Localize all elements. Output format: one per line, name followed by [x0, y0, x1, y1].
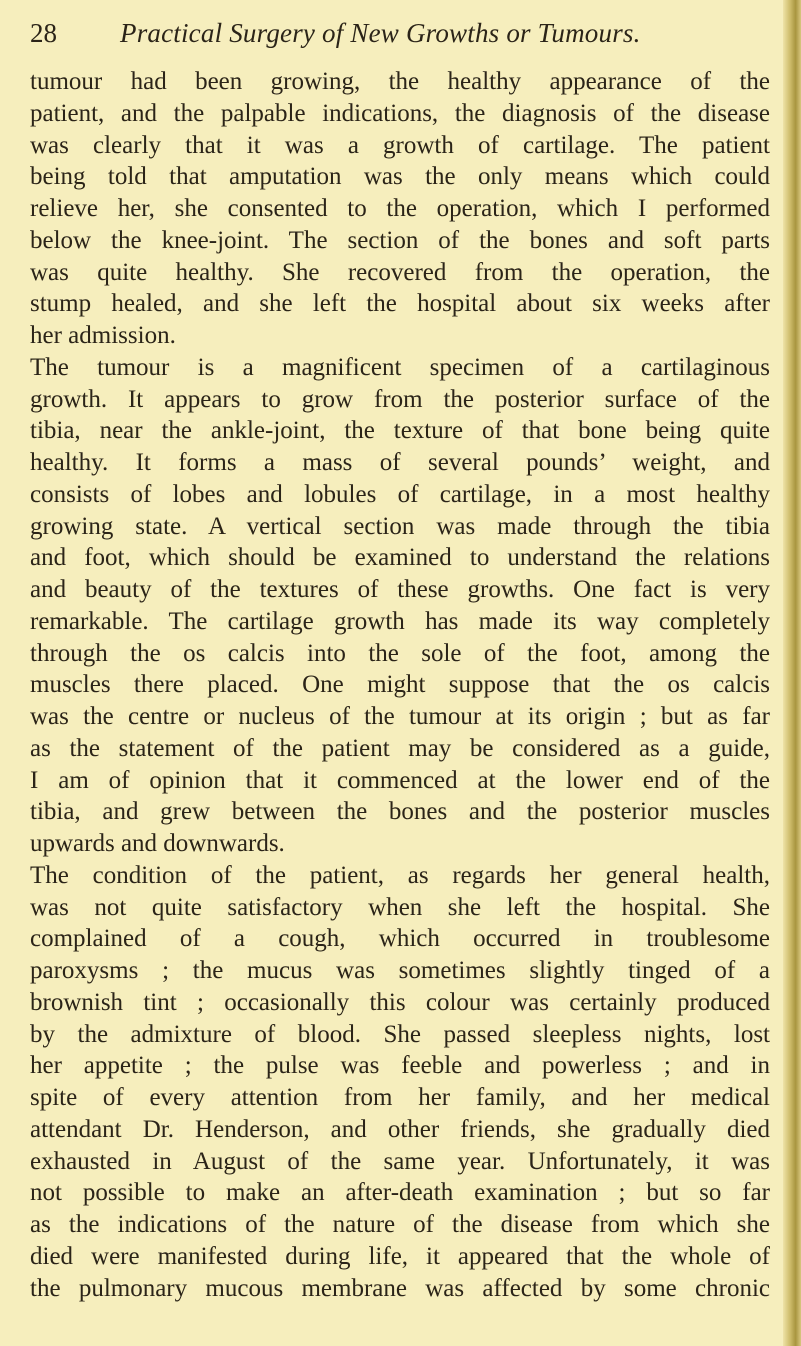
- text-line: as the indications of the nature of the disease from which she: [30, 1211, 770, 1238]
- text-line: remarkable. The cartilage growth has made its way completely: [30, 607, 770, 635]
- text-line: was quite healthy. She recovered from the operation, the: [30, 258, 770, 286]
- text-line: as the statement of the patient may be considered as a guide,: [30, 734, 770, 762]
- text-line: and beauty of the textures of these growths. One fact is very: [30, 576, 770, 603]
- text-line: consists of lobes and lobules of cartilage, in a most healthy: [30, 480, 770, 508]
- text-line: the pulmonary mucous membrane was affected by some chronic: [30, 1274, 770, 1302]
- running-title: Practical Surgery of New Growths or Tumours.: [120, 18, 641, 48]
- text-line: relieve her, she consented to the operation, which I performed: [30, 195, 770, 222]
- text-line: brownish tint ; occasionally this colour was certainly produced: [30, 988, 770, 1016]
- text-line: was clearly that it was a growth of cartilage. The patient: [30, 131, 770, 159]
- text-line: tibia, near the ankle-joint, the texture of that bone being quite: [30, 417, 770, 445]
- page-number: 28: [30, 18, 57, 48]
- text-line: muscles there placed. One might suppose that the os calcis: [30, 671, 770, 699]
- text-line: was the centre or nucleus of the tumour at its origin ; but as far: [30, 703, 770, 730]
- text-line: attendant Dr. Henderson, and other friends, she gradually died: [30, 1115, 770, 1143]
- text-line: upwards and downwards.: [30, 830, 285, 857]
- text-line: growth. It appears to grow from the posterior surface of the: [30, 385, 770, 413]
- text-line: complained of a cough, which occurred in troublesome: [30, 925, 770, 953]
- text-line: spite of every attention from her family, and her medical: [30, 1084, 770, 1111]
- body-text: [30, 66, 770, 1304]
- text-line: not possible to make an after-death examination ; but so far: [30, 1179, 770, 1207]
- text-line: I am of opinion that it commenced at the lower end of the: [30, 766, 770, 794]
- text-line: exhausted in August of the same year. Unfortunately, it was: [30, 1147, 770, 1175]
- text-line: growing state. A vertical section was made through the tibia: [30, 512, 770, 540]
- running-header: [30, 18, 770, 54]
- text-line: The tumour is a magnificent specimen of a cartilaginous: [30, 353, 770, 381]
- text-line: The condition of the patient, as regards her general health,: [30, 861, 770, 889]
- text-line: healthy. It forms a mass of several pounds’ weight, and: [30, 449, 770, 476]
- text-line: paroxysms ; the mucus was sometimes slightly tinged of a: [30, 957, 770, 984]
- text-line: through the os calcis into the sole of the foot, among the: [30, 639, 770, 667]
- text-line: and foot, which should be examined to understand the relations: [30, 544, 770, 572]
- text-line: died were manifested during life, it appeared that the whole of: [30, 1242, 770, 1270]
- text-line: tibia, and grew between the bones and the posterior muscles: [30, 798, 770, 826]
- page-edge-shadow: [783, 0, 801, 1346]
- text-line: tumour had been growing, the healthy appearance of the: [30, 68, 770, 95]
- text-line: her admission.: [30, 322, 176, 349]
- text-line: by the admixture of blood. She passed sleepless nights, lost: [30, 1020, 770, 1048]
- text-line: was not quite satisfactory when she left the hospital. She: [30, 893, 770, 921]
- text-line: stump healed, and she left the hospital about six weeks after: [30, 290, 770, 318]
- text-line: below the knee-joint. The section of the bones and soft parts: [30, 226, 770, 254]
- text-line: her appetite ; the pulse was feeble and powerless ; and in: [30, 1052, 770, 1080]
- text-line: being told that amputation was the only means which could: [30, 163, 770, 191]
- text-line: patient, and the palpable indications, the diagnosis of the disease: [30, 99, 770, 127]
